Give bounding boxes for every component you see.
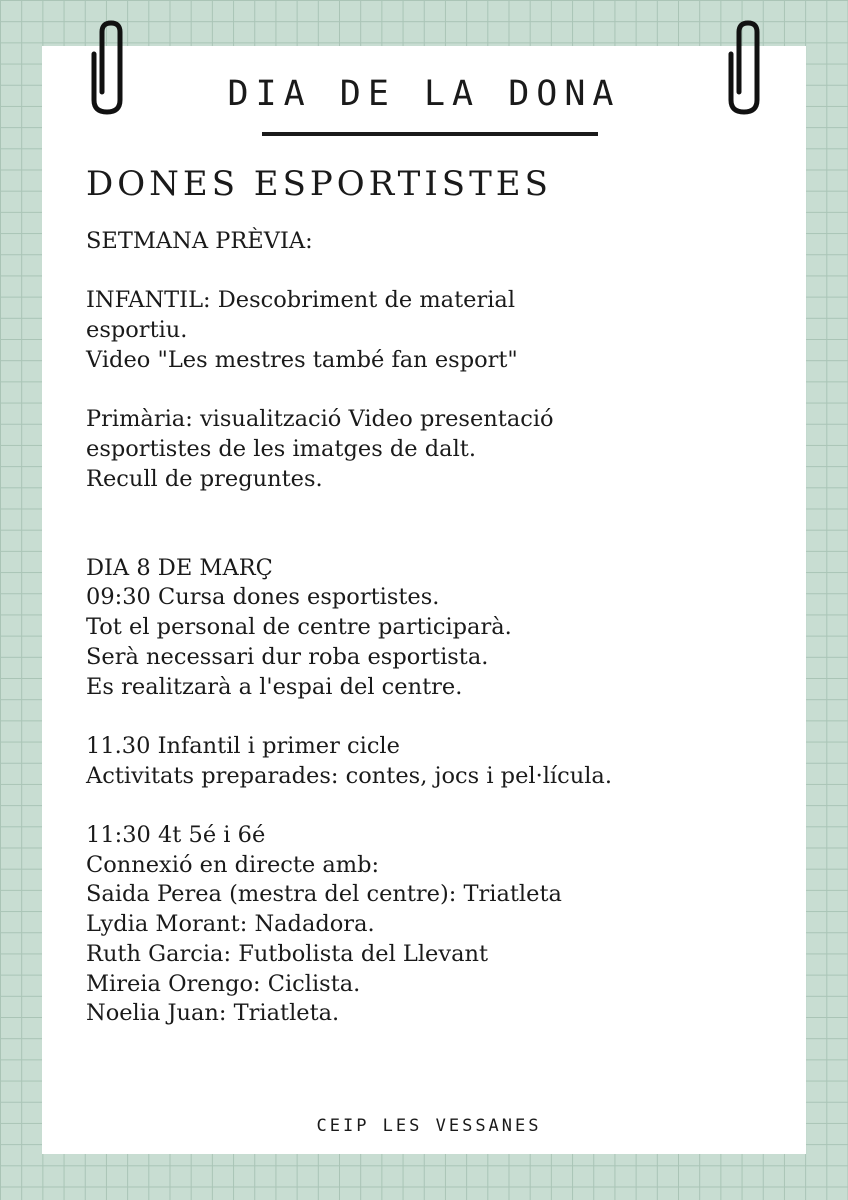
dia8-heading: DIA 8 DE MARÇ (86, 554, 273, 581)
setmana-heading: SETMANA PRÈVIA: (86, 228, 313, 254)
page-title: DIA DE LA DONA (227, 74, 621, 114)
infantil-activity: INFANTIL: Descobriment de material esportiu. Video "Les mestres també fan esport" (86, 287, 518, 373)
dia8-connexio: 11:30 4t 5é i 6é Connexió en directe amb: Saida Perea (mestra del centre): Triatleta Lydia Morant: Nadadora. Ruth Garcia: Futbolista del Llevant Mireia Orengo: Ciclista. Noelia Juan: Triatleta. (86, 821, 562, 1027)
dia8-infantil-cicle: 11.30 Infantil i primer cicle Activitats preparades: contes, jocs i pel·lícula. (86, 732, 612, 789)
primaria-activity: Primària: visualització Video presentació esportistes de les imatges de dalt. Recull de preguntes. (86, 406, 554, 492)
event-content (86, 227, 786, 1029)
school-name: CEIP LES VESSANES (316, 1116, 542, 1136)
dia8-cursa: DIA 8 DE MARÇ 09:30 Cursa dones esportistes. Tot el personal de centre participarà. Serà necessari dur roba esportista. Es realitzarà a l'espai del centre. (86, 554, 786, 703)
title-underline (262, 132, 598, 136)
page-subtitle: DONES ESPORTISTES (86, 164, 552, 204)
